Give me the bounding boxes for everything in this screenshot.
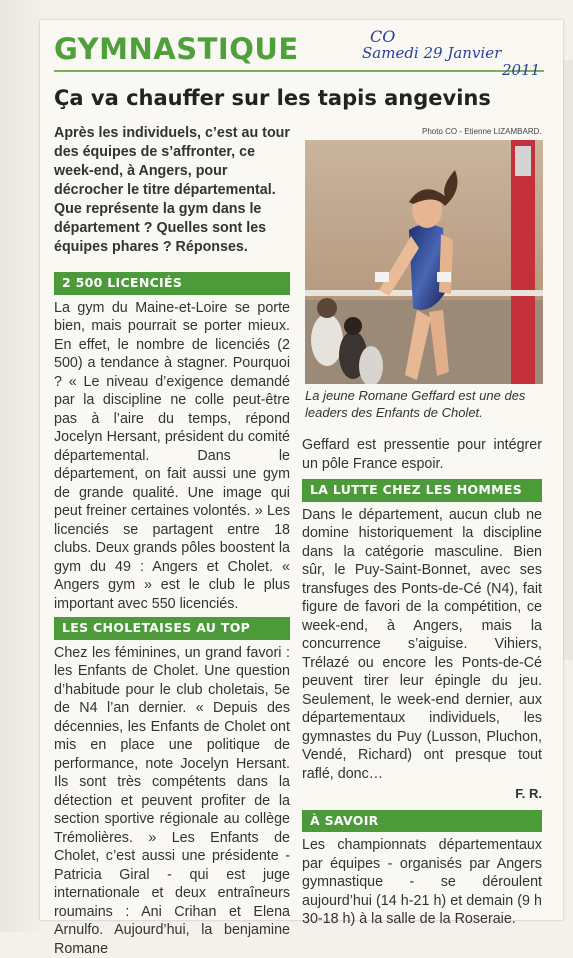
paragraph-lutte: Dans le département, aucun club ne domine historiquement la discipline dans la catégorie masculine. Bien sûr, le Puy-Saint-Bonnet, avec ses transfuges des Ponts-de-Cé (N4), fait figure de favori de la compétition, ce week-end, à Angers, mais la concurrence s’aiguise. Vihiers, Trélazé ou encore les Ponts-de-Cé peuvent tirer leur épingle du jeu. Seulement, le week-end dernier, aux départementaux individuels, les gymnastes du Puy (Lusson, Pluchon, Vendé, Richard) ont presque tout raflé, donc…: [302, 506, 542, 784]
subheading-choletaises: LES CHOLETAISES AU TOP: [54, 617, 290, 640]
handwritten-source: CO: [362, 28, 562, 45]
handwritten-date: Samedi 29 Janvier: [362, 45, 562, 62]
article-column-right: [302, 436, 542, 929]
paragraph-asavoir: Les championnats départementaux par équipes - organisés par Angers gymnastique - se déroulent aujourd’hui (14 h-21 h) et demain (9 h 30-18 h) à la salle de la Roseraie.: [302, 836, 542, 929]
handwritten-date-note: [362, 28, 562, 79]
subheading-licencies: 2 500 LICENCIÉS: [54, 272, 290, 295]
author-signature: F. R.: [302, 785, 542, 804]
paragraph-choletaises-continued: Geffard est pressentie pour intégrer un pôle France espoir.: [302, 436, 542, 473]
gymnast-photo: [305, 140, 543, 384]
article-lede: Après les individuels, c’est au tour des équipes de s’affronter, ce week-end, à Angers, pour décrocher le titre départemental. Que représente la gym dans le département ? Quelles sont les équipes phares ? Réponses.: [54, 124, 294, 257]
article-column-left: [54, 272, 290, 958]
photo-caption: La jeune Romane Geffard est une des leaders des Enfants de Cholet.: [305, 387, 543, 421]
subheading-asavoir: À SAVOIR: [302, 810, 542, 833]
paragraph-licencies: La gym du Maine-et-Loire se porte bien, mais pourrait se porter mieux. En effet, le nombre de licenciés (2 500) a tendance à stagner. Pourquoi ? « Le niveau d’exigence demandé par la discipline ne colle peut-être pas à l’aire du temps, répond Jocelyn Hersant, président du comité départemental. Dans le département, on fait aussi une gym de grande qualité. Une image qui peut freiner certaines volontés. » Les licenciés se partagent entre 18 clubs. Deux grands pôles boostent la gym du 49 : Angers et Cholet. « Angers gym » est le club le plus important avec 550 licenciés.: [54, 299, 290, 614]
gymnast-photo-illustration: [305, 140, 543, 384]
adjacent-page-margin: [0, 0, 40, 932]
rubric-title: GYMNASTIQUE: [54, 32, 299, 66]
handwritten-year: 2011: [362, 62, 562, 79]
photo-credit: Photo CO - Etienne LIZAMBARD.: [422, 127, 542, 136]
paragraph-choletaises: Chez les féminines, un grand favori : les Enfants de Cholet. Une question d’habitude pour le club choletais, 5e de N4 l’an dernier. « Depuis des décennies, les Enfants de Cholet ont mis en place une politique de performance, note Jocelyn Hersant. Ils sont très compétents dans la détection et peuvent profiter de la section sportive régionale au collège Trémolières. » Les Enfants de Cholet, c’est aussi une présidente - Patricia Giral - qui est juge internationale et deux entraîneurs roumains : Ani Crihan et Elena Arnulfo. Aujourd’hui, la benjamine Romane: [54, 644, 290, 958]
article-headline: Ça va chauffer sur les tapis angevins: [54, 86, 544, 110]
subheading-lutte: LA LUTTE CHEZ LES HOMMES: [302, 479, 542, 502]
